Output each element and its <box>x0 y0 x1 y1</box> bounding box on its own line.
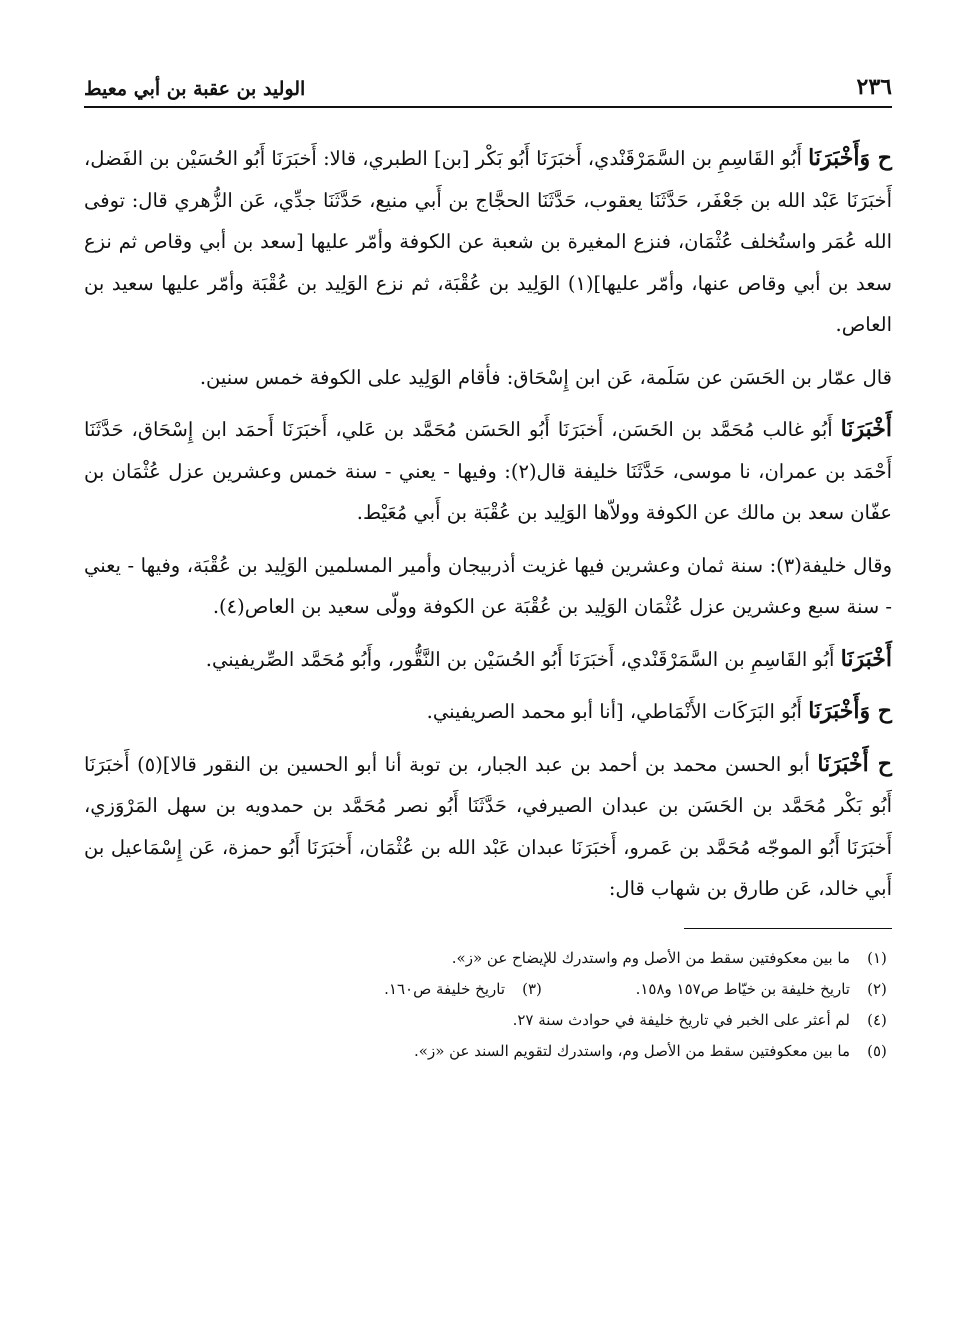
paragraph <box>84 409 892 534</box>
footnote <box>84 1005 892 1036</box>
paragraph <box>84 138 892 346</box>
paragraph <box>84 639 892 681</box>
paragraph <box>84 744 892 910</box>
footnote-text: لم أعثر على الخبر في تاريخ خليفة في حوادث سنة ٢٧. <box>512 1010 850 1029</box>
paragraph-text: قال عمّار بن الحَسَن عن سَلَمة، عَن ابن إِسْحَاق: فأقام الوَلِيد على الكوفة خمس سنين. <box>199 365 892 389</box>
footnote <box>547 974 892 1005</box>
isnad-lead: ح وَأَخْبَرَنَا <box>808 145 892 171</box>
paragraph <box>84 357 892 399</box>
body-text <box>84 138 892 910</box>
paragraph-text: أَبُو البَرَكَات الأَنْمَاطي، [أنا أبو محمد الصريفيني. <box>426 700 809 723</box>
footnote <box>84 943 892 974</box>
book-page <box>84 60 892 1067</box>
footnote <box>384 974 547 1005</box>
isnad-lead: أَخْبَرَنَا <box>840 416 892 442</box>
page-number: ٢٣٦ <box>856 74 892 100</box>
running-head <box>84 60 892 108</box>
isnad-lead: أَخْبَرَنَا <box>840 645 892 672</box>
running-title: الوليد بن عقبة بن أبي معيط <box>84 78 306 100</box>
paragraph-text: أبو الحسن محمد بن أحمد بن عبد الجبار، بن توبة أنا أبو الحسين بن النقور قالا](٥) أَخبَرَنَا أَبُو بَكْر مُحَمَّد بن الحَسَن بن عبدان الصيرفي، حَدَّثَنَا أَبُو نصر مُحَمَّد بن حمدويه بن سهل المَرْوَزي، أَخبَرَنَا أَبُو الموجّه مُحَمَّد بن عَمرو، أَخبَرَنَا عبدان عَبْد الله بن عُثْمَان، أَخبَرَنَا أَبُو حمزة، عَن إِسْمَاعيل بن أَبي خالد، عَن طارق بن شهاب قال: <box>84 752 892 900</box>
footnote-text: تاريخ خليفة ص١٦٠. <box>384 979 505 998</box>
paragraph <box>84 545 892 628</box>
footnote-text: تاريخ خليفة بن خيّاط ص١٥٧ و١٥٨. <box>635 979 850 998</box>
footnote-number: (٢) <box>867 979 887 998</box>
footnote <box>84 1036 892 1067</box>
footnotes <box>84 943 892 1067</box>
footnote-row <box>84 974 892 1005</box>
footnote-text: ما بين معكوفتين سقط من الأصل وم واستدرك للإيضاح عن «ز». <box>451 948 850 967</box>
footnote-number: (٣) <box>522 979 542 998</box>
paragraph-text: وقال خليفة(٣): سنة ثمان وعشرين فيها غزيت أذربيجان وأمير المسلمين الوَلِيد بن عُقْبَة، وفيها - يعني - سنة سبع وعشرين عزل عُثْمَان الوَلِيد بن عُقْبَة عن الكوفة وولّى سعيد بن العاص(٤). <box>84 553 893 618</box>
paragraph-text: أَبُو القَاسِمِ بن السَّمَرْقَنْدي، أَخبَرَنَا أَبُو بَكْر [بن] الطبري، قالا: أَخبَرَنَا أَبُو الحُسَيْن بن الفَضل، أَخبَرَنَا عَبْد الله بن جَعْفَر، حَدَّثَنَا يعقوب، حَدَّثَنَا الحجَّاج بن أَبي منيع، حَدَّثَنَا جدِّي، عَن الزُّهري قال: توفى الله عُمَر واستُخلف عُثْمَان، فنزع المغيرة بن شعبة عن الكوفة وأمّر عليها [سعد بن أبي وقاص ثم نزع سعد بن أبي وقاص عنها، وأمّر عليها](١) الوَلِيد بن عُقْبَة، ثم نزع الوَلِيد بن عُقْبَة وأمّر عليها سعيد بن العاص. <box>84 147 892 336</box>
isnad-lead: ح وَأَخْبَرَنَا <box>808 698 892 724</box>
paragraph-text: أَبُو غالب مُحَمَّد بن الحَسَن، أَخبَرَنَا أَبُو الحَسَن مُحَمَّد بن عَلي، أَخبَرَنَا أَحمَد ابن إِسْحَاق، حَدَّثَنَا أَحْمَد بن عمران، نا موسى، حَدَّثَنَا خليفة قال(٢): وفيها - يعني - سنة خمس وعشرين عزل عُثْمَان بن عفّان سعد بن مالك عن الكوفة وولاّها الوَلِيد بن عُقْبَة بن أَبي مُعَيْط. <box>84 418 892 524</box>
footnote-text: ما بين معكوفتين سقط من الأصل وم، واستدرك لتقويم السند عن «ز». <box>414 1041 850 1060</box>
footnote-divider <box>684 928 892 929</box>
paragraph-text: أَبُو القَاسِمِ بن السَّمَرْقَنْدي، أَخبَرَنَا أَبُو الحُسَيْن بن النَّقُّور، وأَبُو مُحَمَّد الصِّريفيني. <box>205 647 841 671</box>
isnad-lead: ح أَخْبَرَنَا <box>817 750 893 777</box>
paragraph <box>84 691 892 733</box>
footnote-number: (٤) <box>867 1010 887 1029</box>
footnote-number: (٥) <box>867 1041 887 1060</box>
footnote-number: (١) <box>867 948 887 967</box>
